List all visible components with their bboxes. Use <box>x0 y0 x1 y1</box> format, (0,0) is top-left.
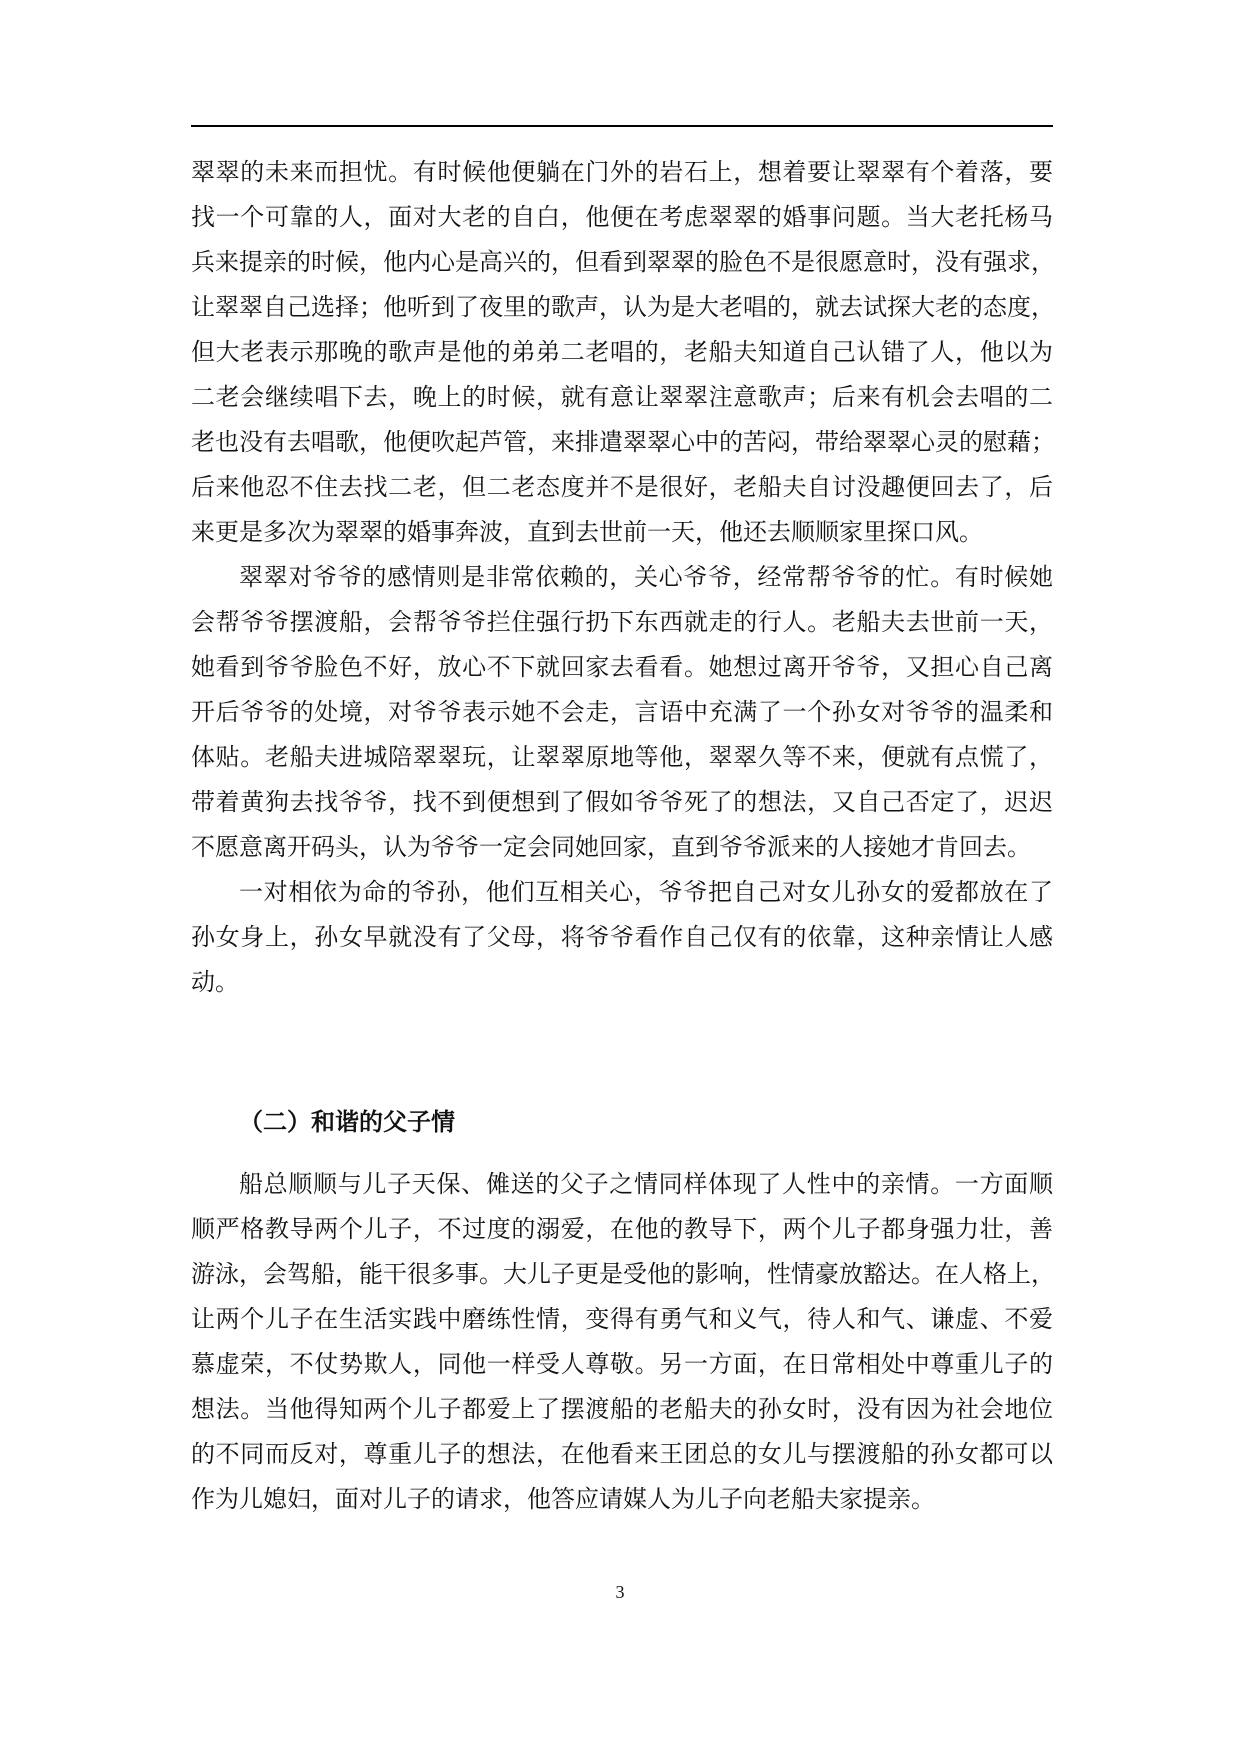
text-line: 让翠翠自己选择；他听到了夜里的歌声，认为是大老唱的，就去试探大老的态度， <box>191 293 1055 321</box>
text-line: 但大老表示那晚的歌声是他的弟弟二老唱的，老船夫知道自己认错了人，他以为 <box>191 338 1053 366</box>
text-line: 她看到爷爷脸色不好，放心不下就回家去看看。她想过离开爷爷，又担心自己离 <box>191 653 1053 681</box>
header-rule <box>191 125 1053 127</box>
text-line: 作为儿媳妇，面对儿子的请求，他答应请媒人为儿子向老船夫家提亲。 <box>191 1485 935 1513</box>
text-line: 来更是多次为翠翠的婚事奔波，直到去世前一天，他还去顺顺家里探口风。 <box>191 518 983 546</box>
text-line: 船总顺顺与儿子天保、傩送的父子之情同样体现了人性中的亲情。一方面顺 <box>239 1170 1053 1198</box>
text-line: 兵来提亲的时候，他内心是高兴的，但看到翠翠的脸色不是很愿意时，没有强求， <box>191 248 1055 276</box>
text-line: 老也没有去唱歌，他便吹起芦管，来排遣翠翠心中的苦闷，带给翠翠心灵的慰藉； <box>191 428 1055 456</box>
text-line: 慕虚荣，不仗势欺人，同他一样受人尊敬。另一方面，在日常相处中尊重儿子的 <box>191 1350 1053 1378</box>
text-line: 不愿意离开码头，认为爷爷一定会同她回家，直到爷爷派来的人接她才肯回去。 <box>191 833 1031 861</box>
text-line: 动。 <box>191 968 239 996</box>
paragraph-2 <box>191 555 1053 870</box>
paragraph-3 <box>191 870 1053 1005</box>
text-line: 游泳，会驾船，能干很多事。大儿子更是受他的影响，性情豪放豁达。在人格上， <box>191 1260 1055 1288</box>
text-line: 找一个可靠的人，面对大老的自白，他便在考虑翠翠的婚事问题。当大老托杨马 <box>191 203 1053 231</box>
text-line: 翠翠对爷爷的感情则是非常依赖的，关心爷爷，经常帮爷爷的忙。有时候她 <box>239 563 1053 591</box>
section-heading: （二）和谐的父子情 <box>239 1108 455 1136</box>
text-line: 顺严格教导两个儿子，不过度的溺爱，在他的教导下，两个儿子都身强力壮，善 <box>191 1215 1053 1243</box>
text-line: 后来他忍不住去找二老，但二老态度并不是很好，老船夫自讨没趣便回去了，后 <box>191 473 1053 501</box>
text-line: 带着黄狗去找爷爷，找不到便想到了假如爷爷死了的想法，又自己否定了，迟迟 <box>191 788 1053 816</box>
page-number: 3 <box>615 1582 625 1602</box>
text-line: 体贴。老船夫进城陪翠翠玩，让翠翠原地等他，翠翠久等不来，便就有点慌了， <box>191 743 1053 771</box>
text-line: 想法。当他得知两个儿子都爱上了摆渡船的老船夫的孙女时，没有因为社会地位 <box>191 1395 1053 1423</box>
text-line: 二老会继续唱下去，晚上的时候，就有意让翠翠注意歌声；后来有机会去唱的二 <box>191 383 1053 411</box>
paragraph-1 <box>191 150 1053 555</box>
paragraph-4 <box>191 1162 1053 1522</box>
text-line: 的不同而反对，尊重儿子的想法，在他看来王团总的女儿与摆渡船的孙女都可以 <box>191 1440 1053 1468</box>
text-line: 孙女身上，孙女早就没有了父母，将爷爷看作自己仅有的依靠，这种亲情让人感 <box>191 923 1053 951</box>
text-line: 会帮爷爷摆渡船，会帮爷爷拦住强行扔下东西就走的行人。老船夫去世前一天， <box>191 608 1053 636</box>
text-line: 翠翠的未来而担忧。有时候他便躺在门外的岩石上，想着要让翠翠有个着落，要 <box>191 158 1053 186</box>
text-line: 让两个儿子在生活实践中磨练性情，变得有勇气和义气，待人和气、谦虚、不爱 <box>191 1305 1053 1333</box>
text-line: 一对相依为命的爷孙，他们互相关心，爷爷把自己对女儿孙女的爱都放在了 <box>239 878 1053 906</box>
text-line: 开后爷爷的处境，对爷爷表示她不会走，言语中充满了一个孙女对爷爷的温柔和 <box>191 698 1053 726</box>
